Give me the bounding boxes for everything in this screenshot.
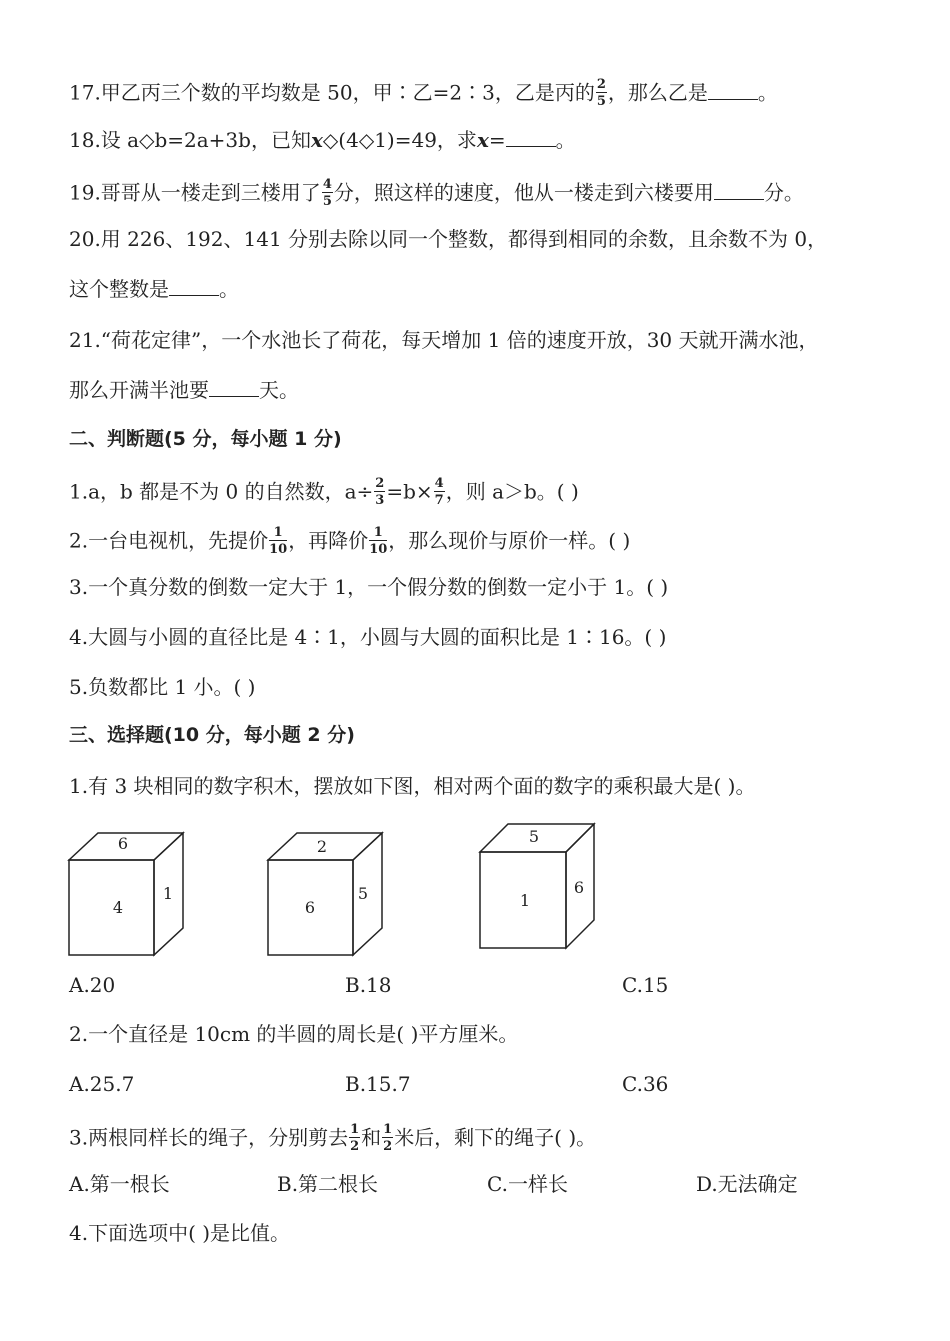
choice-4: 4.下面选项中( )是比值。 <box>69 1221 291 1245</box>
j2-fraction-1: $\frac{1}{10}$ <box>269 525 288 557</box>
q18-text-b: ◇(4◇1)=49，求 <box>322 128 477 152</box>
j1-fraction-2: $\frac{4}{7}$ <box>434 476 444 508</box>
judge-3: 3.一个真分数的倒数一定大于 1，一个假分数的倒数一定小于 1。( ) <box>69 575 669 599</box>
q18-text-a: 18.设 a◇b=2a+3b，已知 <box>69 128 311 152</box>
choice-3-option-a[interactable]: A.第一根长 <box>69 1172 170 1196</box>
judge-5: 5.负数都比 1 小。( ) <box>69 675 256 699</box>
choice-2-option-c[interactable]: C.36 <box>622 1072 669 1096</box>
c3-fraction-1: $\frac{1}{2}$ <box>350 1122 360 1154</box>
c3-fraction-2: $\frac{1}{2}$ <box>383 1122 393 1154</box>
question-17 <box>69 79 778 109</box>
q19-text-c: 分。 <box>763 180 804 205</box>
cube-3-side-number: 6 <box>573 878 585 897</box>
judge-4: 4.大圆与小圆的直径比是 4∶1，小圆与大圆的面积比是 1∶16。( ) <box>69 625 667 649</box>
choice-3: 3.两根同样长的绳子，分别剪去 $\frac{1}{2}$ 和 $\frac{1}{2}$ 米后，剩下的绳子( )。 <box>69 1122 597 1154</box>
choice-1-option-b[interactable]: B.18 <box>345 973 392 997</box>
q18-text-c: = <box>488 128 506 152</box>
q17-text-a: 17.甲乙丙三个数的平均数是 50，甲∶乙=2∶3，乙是丙的 <box>69 80 595 105</box>
cube-figures <box>60 820 620 965</box>
question-18 <box>69 130 576 150</box>
q19-answer-blank[interactable] <box>714 183 764 200</box>
cube-1-front-face <box>69 860 154 955</box>
choice-1: 1.有 3 块相同的数字积木，摆放如下图，相对两个面的数字的乘积最大是( )。 <box>69 774 756 798</box>
judge-2: 2.一台电视机，先提价 $\frac{1}{10}$ ，再降价 $\frac{1}{10}$ ，那么现价与原价一样。( ) <box>69 525 631 557</box>
choice-1-option-c[interactable]: C.15 <box>622 973 669 997</box>
q19-text-b: 分，照这样的速度，他从一楼走到六楼要用 <box>333 180 714 205</box>
judge-1: 1.a，b 都是不为 0 的自然数，a÷ $\frac{2}{3}$ =b× $\frac{4}{7}$ ，则 a＞b。( ) <box>69 476 579 508</box>
question-19 <box>69 179 804 209</box>
cube-2-front-number: 6 <box>304 898 316 917</box>
cube-2-top-number: 2 <box>316 837 328 856</box>
j1-fraction-1: $\frac{2}{3}$ <box>375 476 385 508</box>
q18-var-x-2: 𝒙 <box>476 128 489 152</box>
choice-2: 2.一个直径是 10cm 的半圆的周长是( )平方厘米。 <box>69 1022 519 1046</box>
q21-answer-blank[interactable] <box>209 380 259 397</box>
q20-answer-blank[interactable] <box>169 279 219 296</box>
cube-2-side-number: 5 <box>357 884 369 903</box>
cube-1-top-number: 6 <box>117 834 129 853</box>
cube-3-front-number: 1 <box>519 891 531 910</box>
question-20-line-1: 20.用 226、192、141 分别去除以同一个整数，都得到相同的余数，且余数不为 0， <box>69 227 828 251</box>
q17-text-c: 。 <box>757 80 778 105</box>
cube-1-front-number: 4 <box>112 898 124 917</box>
q18-answer-blank[interactable] <box>506 130 556 147</box>
choice-3-option-c[interactable]: C.一样长 <box>487 1172 568 1196</box>
q17-fraction: $\frac{2}{5}$ <box>596 77 606 109</box>
choice-3-option-d[interactable]: D.无法确定 <box>696 1172 798 1196</box>
choice-2-option-b[interactable]: B.15.7 <box>345 1072 411 1096</box>
j2-fraction-2: $\frac{1}{10}$ <box>369 525 388 557</box>
question-20-line-2: 这个整数是 。 <box>69 277 239 301</box>
section-2-heading: 二、判断题(5 分，每小题 1 分) <box>69 428 342 450</box>
question-21-line-2: 那么开满半池要 天。 <box>69 378 299 402</box>
q17-text-b: ，那么乙是 <box>607 80 708 105</box>
q18-var-x: 𝒙 <box>310 128 323 152</box>
choice-2-option-a[interactable]: A.25.7 <box>69 1072 135 1096</box>
question-21-line-1: 21.“荷花定律”，一个水池长了荷花，每天增加 1 倍的速度开放，30 天就开满水池， <box>69 328 819 352</box>
cube-1-side-number: 1 <box>162 884 174 903</box>
cube-3-top-number: 5 <box>528 827 540 846</box>
q18-text-d: 。 <box>555 128 576 152</box>
q17-answer-blank[interactable] <box>708 83 758 100</box>
section-3-heading: 三、选择题(10 分，每小题 2 分) <box>69 724 355 746</box>
choice-1-option-a[interactable]: A.20 <box>69 973 116 997</box>
choice-3-option-b[interactable]: B.第二根长 <box>277 1172 379 1196</box>
q19-text-a: 19.哥哥从一楼走到三楼用了 <box>69 180 321 205</box>
q19-fraction: $\frac{4}{5}$ <box>322 177 332 209</box>
